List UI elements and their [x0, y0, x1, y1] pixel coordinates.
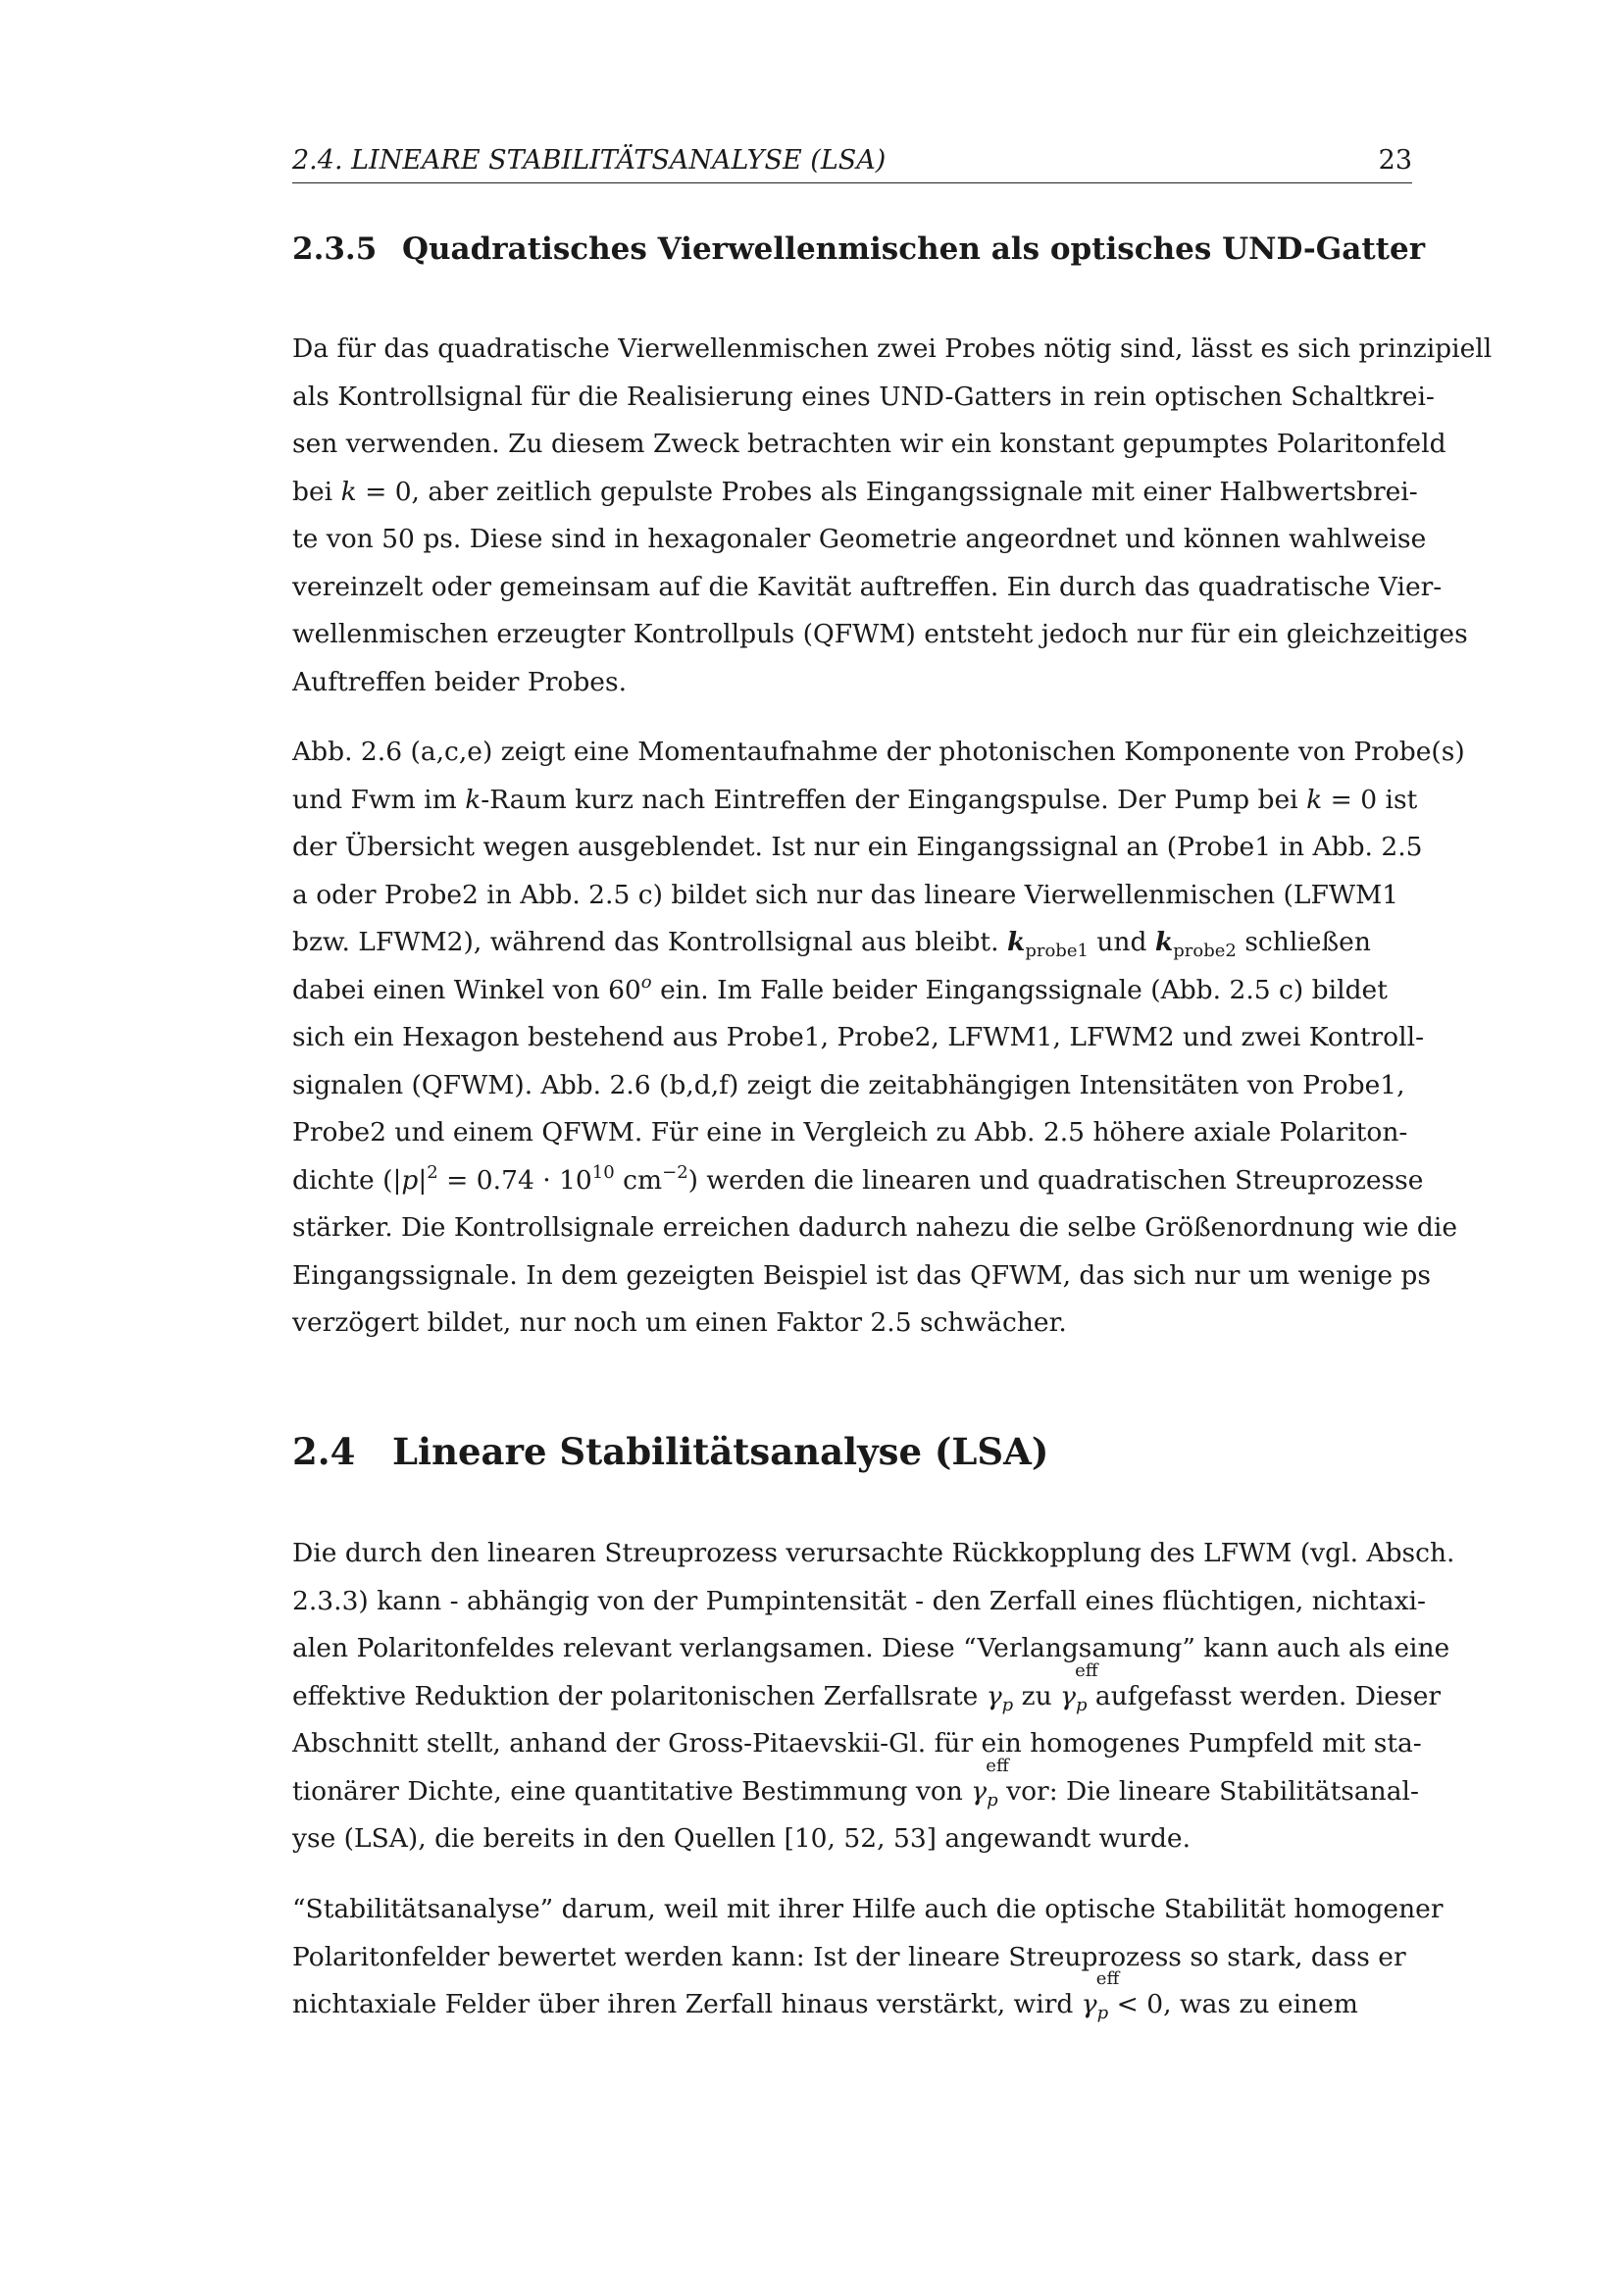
- text-line: [292, 777, 1418, 825]
- text-line: stärker. Die Kontrollsignale erreichen dadurch nahezu die selbe Größenordnung wie die: [292, 1212, 1457, 1243]
- text-line: [292, 1755, 1419, 1816]
- text-line: Da für das quadratische Vierwellenmischen zwei Probes nötig sind, lässt es sich prinzipiell: [292, 333, 1493, 364]
- text-line: [292, 919, 1412, 967]
- text-line: als Kontrollsignal für die Realisierung eines UND-Gatters in rein optischen Schaltkrei-: [292, 381, 1435, 412]
- text-span: bzw. LFWM2), während das Kontrollsignal aus bleibt. $k_{probe1}$ und $k_{probe2}$ schließen: [292, 927, 1371, 961]
- running-title: 2.4. LINEARE STABILITÄTSANALYSE (LSA): [292, 145, 887, 176]
- text-line: Auftreffen beider Probes.: [292, 666, 627, 697]
- text-line: [292, 1659, 1442, 1721]
- text-span: tionärer Dichte, eine quantitative Bestimmung von γ eff p vor: Die lineare Stabilitätsanal-: [292, 1768, 1419, 1816]
- text-line: wellenmischen erzeugter Kontrollpuls (QFWM) entsteht jedoch nur für ein gleichzeitiges: [292, 619, 1468, 649]
- text-line: Probe2 und einem QFWM. Für eine in Vergleich zu Abb. 2.5 höhere axiale Polariton-: [292, 1117, 1408, 1148]
- section-heading: [292, 1430, 1048, 1473]
- text-line: der Übersicht wegen ausgeblendet. Ist nur ein Eingangssignal an (Probe1 in Abb. 2.5: [292, 832, 1423, 862]
- text-span: und Fwm im k-Raum kurz nach Eintreffen der Eingangspulse. Der Pump bei k = 0 ist: [292, 784, 1418, 815]
- section-number: 2.4: [292, 1430, 356, 1473]
- header-rule: [292, 182, 1412, 183]
- text-line: sen verwenden. Zu diesem Zweck betrachten wir ein konstant gepumptes Polaritonfeld: [292, 429, 1446, 459]
- subsection-title: Quadratisches Vierwellenmischen als optisches UND-Gatter: [402, 231, 1426, 267]
- text-span: nichtaxiale Felder über ihren Zerfall hinaus verstärkt, wird γ eff p < 0, was zu einem: [292, 1981, 1358, 2029]
- section-title: Lineare Stabilitätsanalyse (LSA): [392, 1430, 1049, 1473]
- text-line: yse (LSA), die bereits in den Quellen [10, 52, 53] angewandt wurde.: [292, 1823, 1192, 1854]
- text-span: dabei einen Winkel von 60$^o$ ein. Im Falle beider Eingangssignale (Abb. 2.5 c) bildet: [292, 971, 1388, 1005]
- text-line: Eingangssignale. In dem gezeigten Beispiel ist das QFWM, das sich nur um wenige ps: [292, 1259, 1431, 1291]
- text-line: alen Polaritonfeldes relevant verlangsamen. Diese “Verlangsamung” kann auch als eine: [292, 1633, 1450, 1663]
- page-number: 23: [1378, 145, 1412, 176]
- text-line: signalen (QFWM). Abb. 2.6 (b,d,f) zeigt die zeitabhängigen Intensitäten von Probe1,: [292, 1069, 1405, 1100]
- subsection-number: 2.3.5: [292, 231, 378, 267]
- text-span: bei k = 0, aber zeitlich gepulste Probes als Eingangssignale mit einer Halbwertsbrei-: [292, 476, 1418, 507]
- text-span: effektive Reduktion der polaritonischen Zerfallsrate $\gamma_p$ zu γ eff p aufgefasst werden. Dieser: [292, 1673, 1441, 1721]
- paragraph-1: [292, 326, 1493, 706]
- text-line: “Stabilitätsanalyse” darum, weil mit ihrer Hilfe auch die optische Stabilität homogener: [292, 1894, 1444, 1924]
- text-line: sich ein Hexagon bestehend aus Probe1, Probe2, LFWM1, LFWM2 und zwei Kontroll-: [292, 1022, 1425, 1052]
- text-line: Polaritonfelder bewertet werden kann: Ist der lineare Streuprozess so stark, dass er: [292, 1941, 1406, 1972]
- math-gamma-eff: γ eff p: [1081, 1968, 1120, 2023]
- math-gamma-p: γ: [986, 1680, 1002, 1711]
- text-line: a oder Probe2 in Abb. 2.5 c) bildet sich nur das lineare Vierwellenmischen (LFWM1: [292, 879, 1399, 910]
- text-line: verzögert bildet, nur noch um einen Faktor 2.5 schwächer.: [292, 1307, 1067, 1338]
- text-line: te von 50 ps. Diese sind in hexagonaler Geometrie angeordnet und können wahlweise: [292, 524, 1427, 554]
- math-gamma-eff: γ eff p: [971, 1755, 1009, 1811]
- text-line: 2.3.3) kann - abhängig von der Pumpintensität - den Zerfall eines flüchtigen, nichtaxi-: [292, 1585, 1426, 1616]
- text-line: [292, 1157, 1424, 1205]
- text-line: vereinzelt oder gemeinsam auf die Kavität auftreffen. Ein durch das quadratische Vier-: [292, 571, 1443, 602]
- text-line: Abschnitt stellt, anhand der Gross-Pitaevskii-Gl. für ein homogenes Pumpfeld mit sta-: [292, 1728, 1422, 1759]
- text-line: [292, 1968, 1412, 2029]
- running-header: [292, 145, 1412, 176]
- text-line: Abb. 2.6 (a,c,e) zeigt eine Momentaufnahme der photonischen Komponente von Probe(s): [292, 737, 1465, 767]
- text-line: [292, 469, 1418, 517]
- text-line: [292, 967, 1412, 1015]
- paragraph-2: [292, 729, 1465, 1348]
- subsection-heading: [292, 231, 1425, 267]
- text-span: dichte ($|p|^2 = 0.74 \cdot 10^{10}$ $cm^{-2}$) werden die linearen und quadratischen Streuprozesse: [292, 1161, 1424, 1196]
- text-line: Die durch den linearen Streuprozess verursachte Rückkopplung des LFWM (vgl. Absch.: [292, 1538, 1455, 1568]
- math-gamma-eff: γ eff p: [1060, 1659, 1098, 1715]
- paragraph-3: [292, 1530, 1455, 1863]
- paragraph-4: [292, 1886, 1444, 2029]
